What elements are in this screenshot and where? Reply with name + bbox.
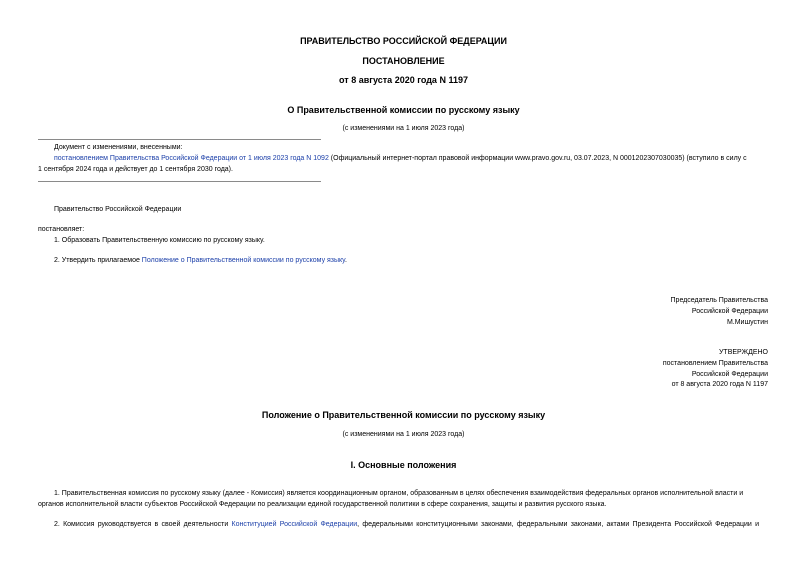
item-2-suffix: . [345,257,347,264]
government-heading: ПРАВИТЕЛЬСТВО РОССИЙСКОЙ ФЕДЕРАЦИИ [300,36,507,46]
signature-line-2: Российской Федерации [691,308,768,315]
constitution-link[interactable]: Конституцией Российской Федерации [231,521,358,528]
regulation-title: Положение о Правительственной комиссии по русскому языку [261,410,546,420]
approval-line-3: Российской Федерации [691,371,768,378]
paragraph-2-suffix: , федеральными конституционными законами, федеральными законами, актами Президента Российской Федерации и [357,521,759,528]
item-2 [54,257,347,264]
document-title: О Правительственной комиссии по русскому языку [287,105,520,115]
amending-resolution-link[interactable]: постановлением Правительства Российской Федерации от 1 июля 2023 года N 1092 [54,155,329,162]
paragraph-1-line-2: органов исполнительной власти субъектов Российской Федерации по реализации единой государственной политики в сфере сохранения, защиты и развития русского языка. [38,501,607,508]
divider-bottom [38,181,321,182]
document-date-number: от 8 августа 2020 года N 1197 [339,75,468,85]
changes-source-text: (Официальный интернет-портал правовой информации www.pravo.gov.ru, 03.07.2023, N 0001202307030035) (вступило в силу с [328,155,747,162]
paragraph-2-line-1 [54,521,768,528]
approval-line-1: УТВЕРЖДЕНО [718,349,768,356]
issuer: Правительство Российской Федерации [54,206,182,213]
paragraph-1-line-1: 1. Правительственная комиссия по русскому языку (далее - Комиссия) является координационным органом, образованным в целях обеспечения взаимодействия федеральных органов исполнительной власти и [54,490,744,497]
paragraph-2-prefix: 2. Комиссия руководствуется в своей деятельности [54,521,232,528]
approval-line-2: постановлением Правительства [662,360,768,367]
regulation-amendment-note: (с изменениями на 1 июля 2023 года) [342,431,465,438]
signature-line-3: М.Мишустин [726,319,768,326]
divider-top [38,139,321,140]
changes-line-1 [54,155,747,162]
regulation-link[interactable]: Положение о Правительственной комиссии по русскому языку [141,257,345,264]
changes-intro: Документ с изменениями, внесенными: [54,144,183,151]
document-type: ПОСТАНОВЛЕНИЕ [362,56,445,66]
changes-line-2: 1 сентября 2024 года и действует до 1 сентября 2030 года). [38,166,233,173]
resolves-word: постановляет: [38,226,85,233]
item-1: 1. Образовать Правительственную комиссию по русскому языку. [54,237,265,244]
item-2-prefix: 2. Утвердить прилагаемое [54,257,142,264]
section-title: I. Основные положения [350,460,457,470]
approval-line-4: от 8 августа 2020 года N 1197 [671,381,768,388]
signature-line-1: Председатель Правительства [670,297,768,304]
amendment-note: (с изменениями на 1 июля 2023 года) [342,125,465,132]
